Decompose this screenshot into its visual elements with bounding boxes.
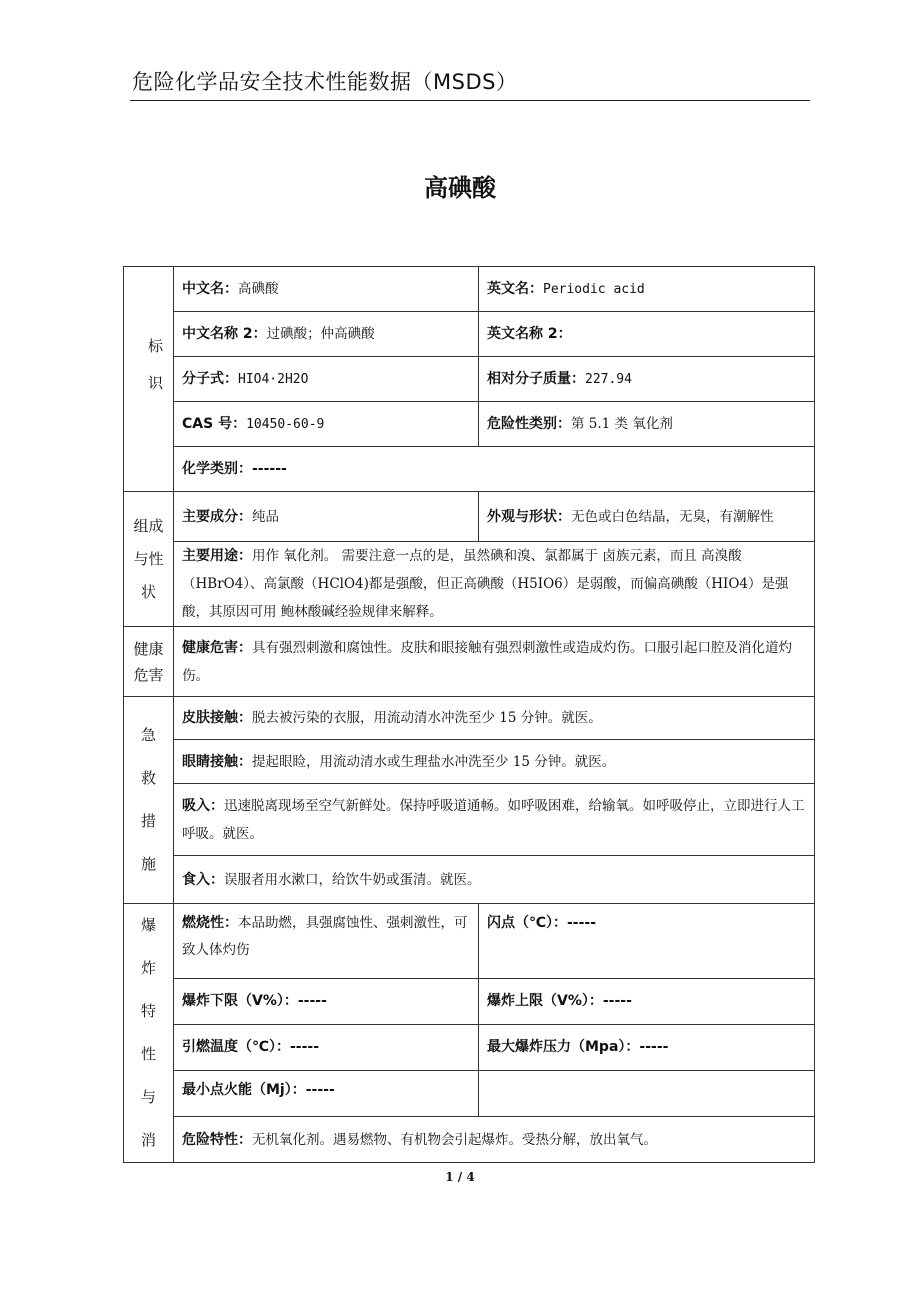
lower-explosive-limit-cell [174, 978, 479, 1025]
cn-name2-cell [174, 312, 479, 357]
skin-contact-label: 皮肤接触： [182, 710, 252, 726]
section-explosion-label: 爆炸特性与消 [140, 916, 156, 1149]
lower-explosive-limit-value: ----- [297, 993, 327, 1010]
section-first-aid [124, 697, 174, 904]
danger-characteristics-cell [174, 1117, 815, 1163]
main-component-value: 纯品 [252, 508, 279, 525]
upper-explosive-limit-cell [479, 978, 815, 1025]
section-health [124, 627, 174, 697]
ignition-temperature-cell [174, 1025, 479, 1071]
flash-point-cell [479, 904, 815, 979]
cn-name-label: 中文名： [182, 281, 238, 297]
usage-label: 主要用途： [182, 548, 252, 564]
flash-point-value: ----- [566, 915, 597, 931]
appearance-cell [479, 492, 815, 542]
en-name-label: 英文名： [487, 280, 543, 297]
max-pressure-cell [479, 1025, 815, 1071]
max-pressure-label: 最大爆炸压力（Mpa）： [487, 1039, 640, 1056]
section-health-label: 健康危害 [133, 639, 164, 684]
min-ignition-energy-label: 最小点火能（Mj）： [182, 1081, 306, 1098]
chem-class-cell [174, 447, 815, 492]
cn-name2-label: 中文名称 2： [182, 326, 267, 342]
section-identification [124, 267, 174, 492]
lower-explosive-limit-label: 爆炸下限（V%）： [182, 993, 298, 1010]
ignition-temperature-label: 引燃温度（℃）： [182, 1039, 290, 1056]
formula-label: 分子式： [182, 370, 238, 387]
usage-cell [174, 542, 815, 627]
en-name2-cell [479, 312, 815, 357]
cas-cell [174, 402, 479, 447]
cas-value: 10450-60-9 [246, 416, 325, 432]
formula-cell [174, 357, 479, 402]
molecular-weight-cell [479, 357, 815, 402]
en-name-value: Periodic acid [543, 281, 645, 297]
hazard-class-label: 危险性类别： [487, 416, 571, 432]
section-composition-label: 组成与性状 [133, 516, 164, 601]
hazard-class-cell [479, 402, 815, 447]
cn-name-cell [174, 267, 479, 312]
empty-cell [479, 1070, 815, 1117]
ingestion-label: 食入： [182, 871, 224, 888]
page-number: 1 / 4 [445, 1170, 475, 1184]
cn-name-value: 高碘酸 [238, 281, 279, 297]
main-component-cell [174, 492, 479, 542]
health-cell [174, 627, 815, 697]
document-title: 高碘酸 [424, 174, 496, 202]
eye-contact-cell [174, 740, 815, 784]
ingestion-value: 误服者用水漱口，给饮牛奶或蛋清。就医。 [224, 871, 481, 888]
msds-table [123, 266, 815, 1163]
section-first-aid-label: 急救措施 [140, 726, 156, 873]
eye-contact-label: 眼睛接触： [182, 753, 252, 770]
upper-explosive-limit-value: ----- [602, 993, 632, 1010]
chem-class-label: 化学类别： [182, 461, 252, 477]
molecular-weight-label: 相对分子质量： [487, 370, 585, 387]
cas-label: CAS 号： [182, 415, 247, 432]
section-composition [124, 492, 174, 627]
flash-point-label: 闪点（℃）： [487, 915, 567, 931]
cn-name2-value: 过碘酸；仲高碘酸 [266, 326, 375, 342]
chem-class-value: ------ [252, 461, 287, 477]
eye-contact-value: 提起眼睑，用流动清水或生理盐水冲洗至少 15 分钟。就医。 [252, 753, 616, 770]
skin-contact-value: 脱去被污染的衣服，用流动清水冲洗至少 15 分钟。就医。 [252, 710, 602, 726]
inhalation-value: 迅速脱离现场至空气新鲜处。保持呼吸道通畅。如呼吸困难，给输氧。如呼吸停止，立即进行人工呼吸。就医。 [182, 797, 805, 842]
hazard-class-value: 第 5.1 类 氧化剂 [571, 416, 673, 432]
appearance-label: 外观与形状： [487, 508, 571, 525]
section-explosion [124, 904, 174, 1163]
flammability-value: 本品助燃，具强腐蚀性、强刺激性，可致人体灼伤 [182, 915, 468, 958]
formula-value: HIO4·2H2O [238, 371, 309, 387]
section-identification-label: 标识 [146, 338, 164, 412]
health-label: 健康危害： [182, 639, 252, 656]
en-name-cell [479, 267, 815, 312]
appearance-value: 无色或白色结晶，无臭，有潮解性 [571, 508, 774, 525]
upper-explosive-limit-label: 爆炸上限（V%）： [487, 993, 603, 1010]
min-ignition-energy-cell [174, 1070, 479, 1117]
ignition-temperature-value: ----- [289, 1039, 320, 1056]
ingestion-cell [174, 856, 815, 904]
flammability-cell [174, 904, 479, 979]
health-value: 具有强烈刺激和腐蚀性。皮肤和眼接触有强烈刺激性或造成灼伤。口服引起口腔及消化道灼伤。 [182, 639, 792, 684]
skin-contact-cell [174, 697, 815, 740]
usage-value: 用作 氧化剂。 需要注意一点的是，虽然碘和溴、氯都属于 卤族元素，而且 高溴酸（HBrO4）、高氯酸（HClO4)都是强酸，但正高碘酸（H5IO6）是弱酸，而偏高碘酸（HIO4）是强酸，其原因可用 鲍林酸碱经验规律来解释。 [182, 548, 789, 620]
molecular-weight-value: 227.94 [585, 371, 632, 387]
max-pressure-value: ----- [639, 1039, 669, 1056]
min-ignition-energy-value: ----- [305, 1081, 335, 1098]
en-name2-label: 英文名称 2： [487, 326, 572, 342]
danger-characteristics-value: 无机氧化剂。遇易燃物、有机物会引起爆炸。受热分解，放出氧气。 [252, 1131, 657, 1148]
inhalation-cell [174, 784, 815, 856]
page-header [130, 62, 810, 101]
inhalation-label: 吸入： [182, 797, 224, 814]
header-title: 危险化学品安全技术性能数据（MSDS） [132, 70, 518, 94]
flammability-label: 燃烧性： [182, 915, 238, 931]
danger-characteristics-label: 危险特性： [182, 1131, 252, 1148]
main-component-label: 主要成分： [182, 508, 252, 525]
